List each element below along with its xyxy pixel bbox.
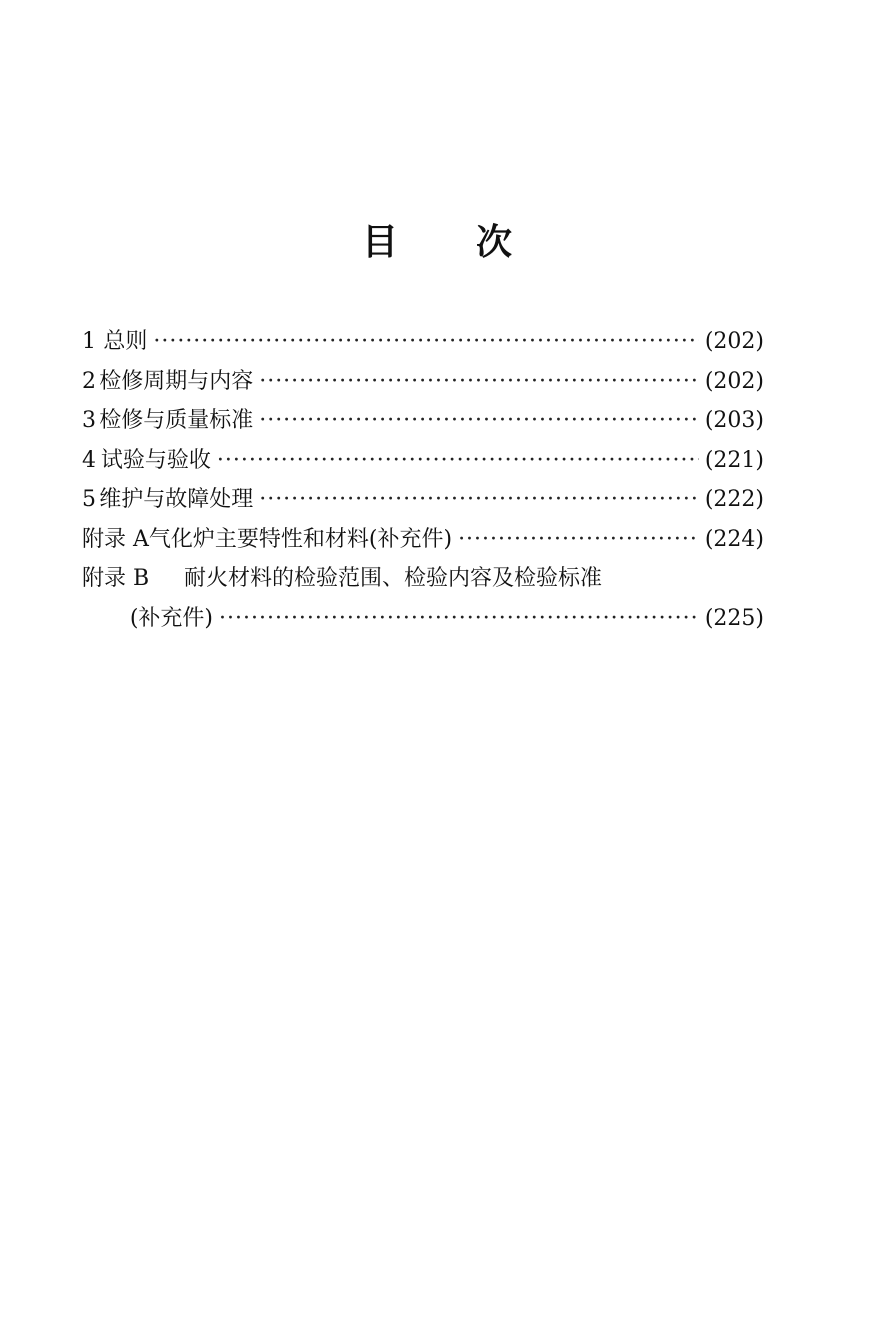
- toc-entry-appendix-b[interactable]: [82, 559, 764, 599]
- toc-entry-4[interactable]: [82, 441, 764, 481]
- page-title: [0, 214, 874, 270]
- toc-entry-number: 2: [82, 368, 96, 394]
- toc-entry-label: 维护与故障处理: [99, 487, 254, 512]
- dot-leader: [259, 362, 699, 402]
- toc-entry-number: 4: [82, 447, 96, 473]
- toc-entry-5[interactable]: [82, 480, 764, 520]
- toc-entry-page: (202): [704, 329, 764, 354]
- toc-entry-label: 耐火材料的检验范围、检验内容及检验标准: [184, 566, 603, 591]
- toc-entry-page: (202): [704, 368, 764, 394]
- dot-leader: [219, 599, 699, 639]
- toc-entry-1[interactable]: [82, 322, 764, 362]
- table-of-contents: [82, 322, 764, 638]
- dot-leader: [458, 520, 699, 560]
- toc-entry-label: 检修与质量标准: [99, 408, 254, 433]
- toc-entry-page: (225): [704, 605, 764, 631]
- toc-entry-label: 总则: [103, 329, 148, 354]
- toc-entry-number: 附录 A: [82, 526, 149, 552]
- toc-entry-3[interactable]: [82, 401, 764, 441]
- dot-leader: [217, 441, 699, 481]
- toc-entry-label: 气化炉主要特性和材料(补充件): [148, 526, 453, 552]
- toc-entry-appendix-b-continued[interactable]: [82, 599, 764, 639]
- toc-entry-appendix-a[interactable]: [82, 520, 764, 560]
- toc-entry-label: 试验与验收: [100, 447, 211, 473]
- title-char-2: 次: [476, 221, 513, 263]
- toc-entry-number: 1: [82, 329, 96, 354]
- toc-entry-label: 检修周期与内容: [99, 368, 254, 394]
- toc-entry-page: (221): [704, 447, 764, 473]
- toc-entry-page: (224): [704, 526, 764, 552]
- toc-entry-2[interactable]: [82, 362, 764, 402]
- dot-leader: [259, 401, 699, 441]
- toc-entry-label-continued: (补充件): [129, 605, 213, 631]
- title-char-1: 目: [361, 221, 398, 263]
- toc-entry-number: 3: [82, 408, 96, 433]
- dot-leader: [153, 322, 698, 362]
- toc-entry-number: 5: [82, 487, 96, 512]
- toc-entry-page: (203): [704, 408, 764, 433]
- dot-leader: [259, 480, 699, 520]
- toc-entry-number: 附录 B: [82, 566, 150, 591]
- toc-entry-page: (222): [704, 487, 764, 512]
